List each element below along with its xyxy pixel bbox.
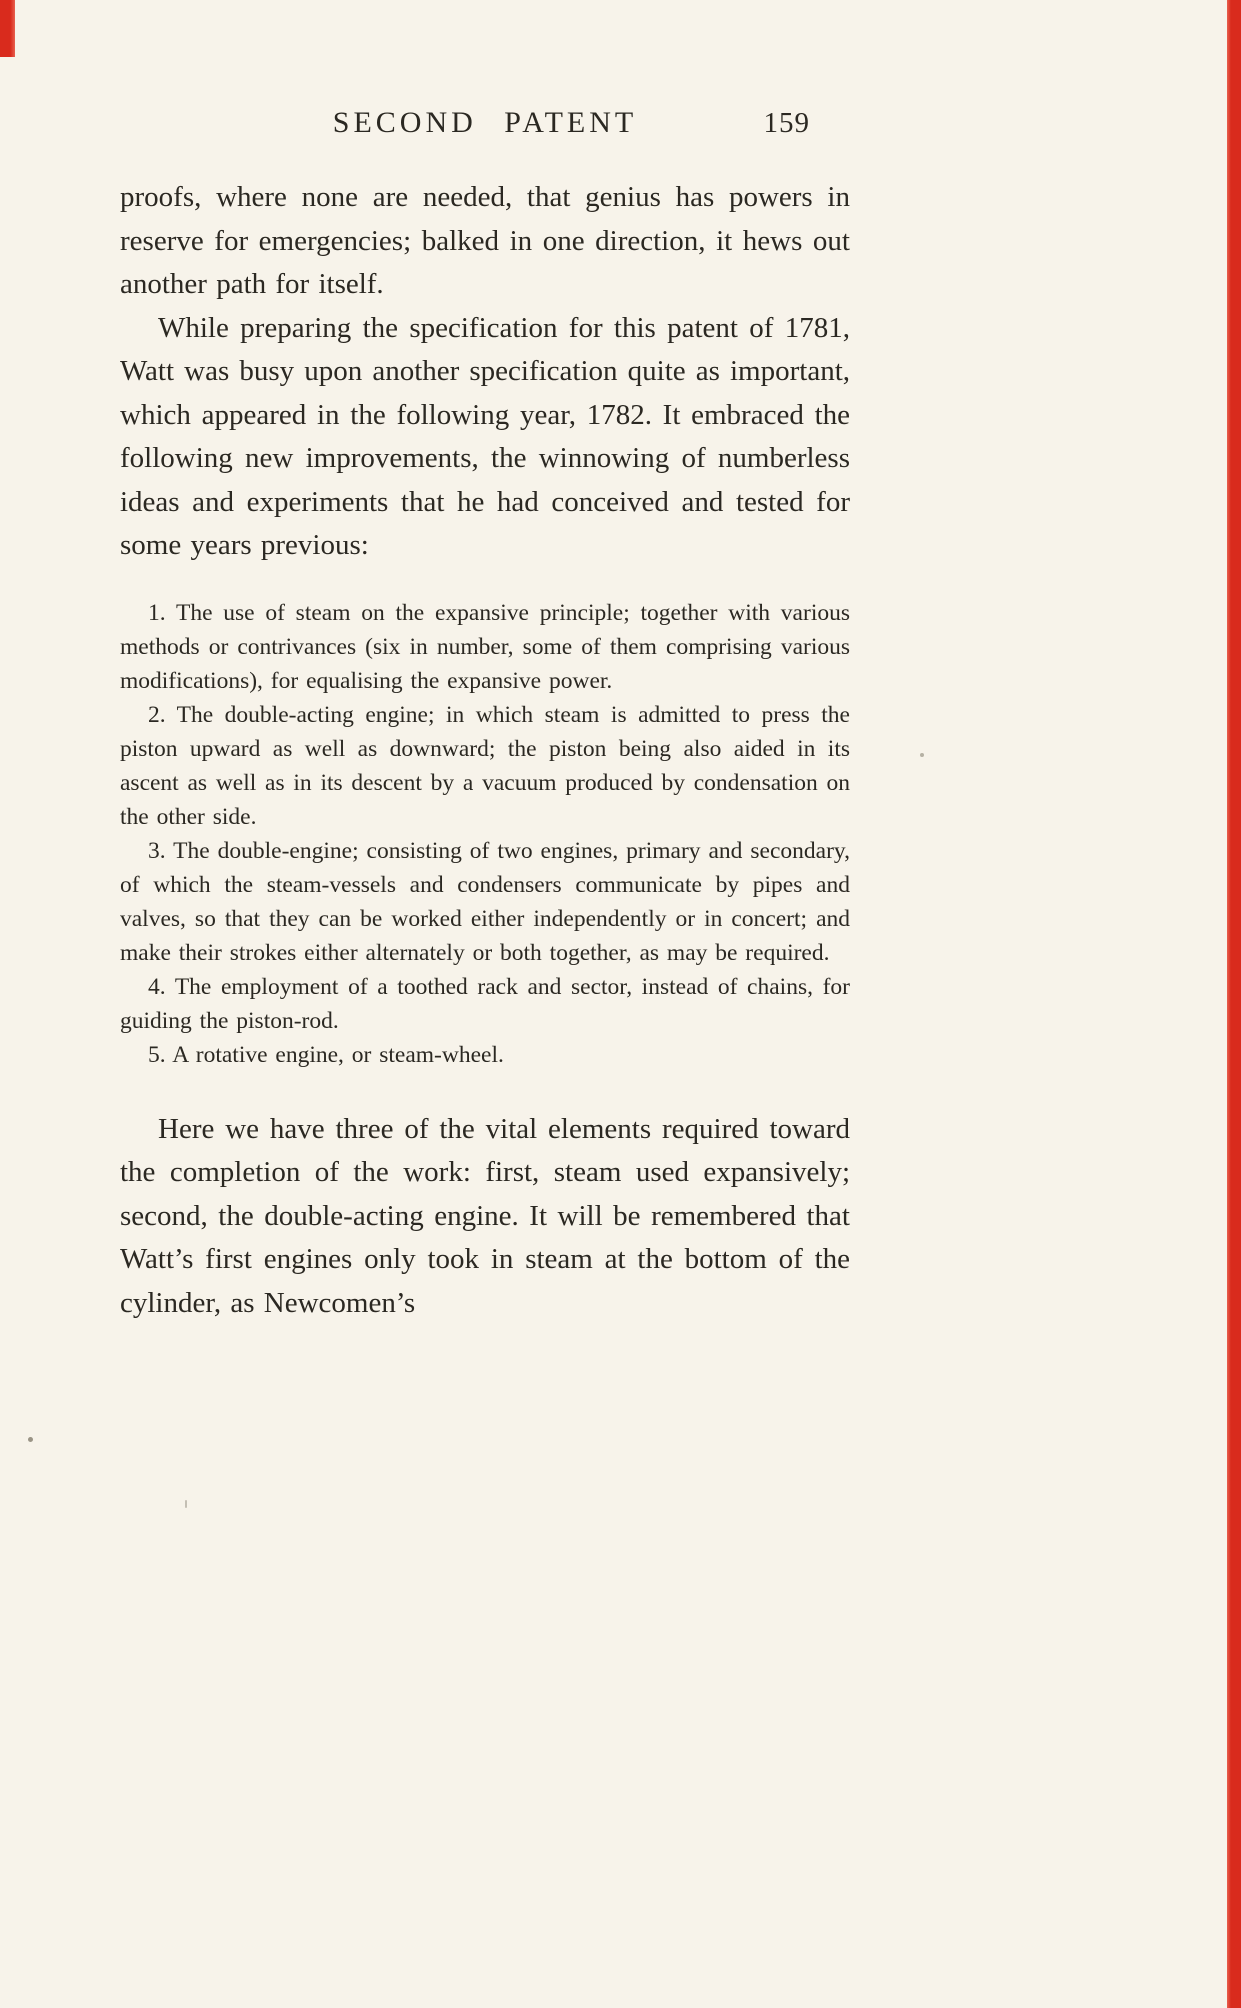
list-item-1: 1. The use of steam on the expansive principle; together with various methods or contrivances (six in number, some of them comprising various modifications), for equalising the expansive power. <box>120 599 850 694</box>
running-header <box>120 106 850 150</box>
running-head-title: SECOND PATENT <box>332 106 638 139</box>
text-column <box>120 106 850 1325</box>
list-item-5: 5. A rotative engine, or steam-wheel. <box>148 1041 504 1068</box>
list-item-3: 3. The double-engine; consisting of two engines, primary and secondary, of which the steam-vessels and condensers communicate by pipes and valves, so that they can be worked either independently or in concert; and make their strokes either alternately or both together, as may be required. <box>120 837 850 966</box>
page-edge-red-right <box>1227 0 1241 2008</box>
improvements-list <box>120 596 850 1072</box>
paragraph-specification: While preparing the specification for this patent of 1781, Watt was busy upon another specification quite as important, which appeared in the following year, 1782. It embraced the following new improvements, the winnowing of numberless ideas and experiments that he had conceived and tested for some years previous: <box>120 311 850 561</box>
paragraph-continuation: proofs, where none are needed, that genius has powers in reserve for emergencies; balked in one direction, it hews out another path for itself. <box>120 181 850 300</box>
page-number: 159 <box>763 107 810 139</box>
list-item-4: 4. The employment of a toothed rack and sector, instead of chains, for guiding the piston-rod. <box>120 973 850 1034</box>
scan-speck <box>920 753 924 757</box>
scan-speck <box>28 1437 33 1442</box>
paragraph-closing: Here we have three of the vital elements required toward the completion of the work: first, steam used expansively; second, the double-acting engine. It will be remembered that Watt’s first engines only took in steam at the bottom of the cylinder, as Newcomen’s <box>120 1112 850 1319</box>
scan-speck <box>185 1500 187 1508</box>
list-item-2: 2. The double-acting engine; in which steam is admitted to press the piston upward as well as downward; the piston being also aided in its ascent as well as in its descent by a vacuum produced by condensation on the other side. <box>120 701 850 830</box>
page-edge-red-left <box>0 0 15 57</box>
